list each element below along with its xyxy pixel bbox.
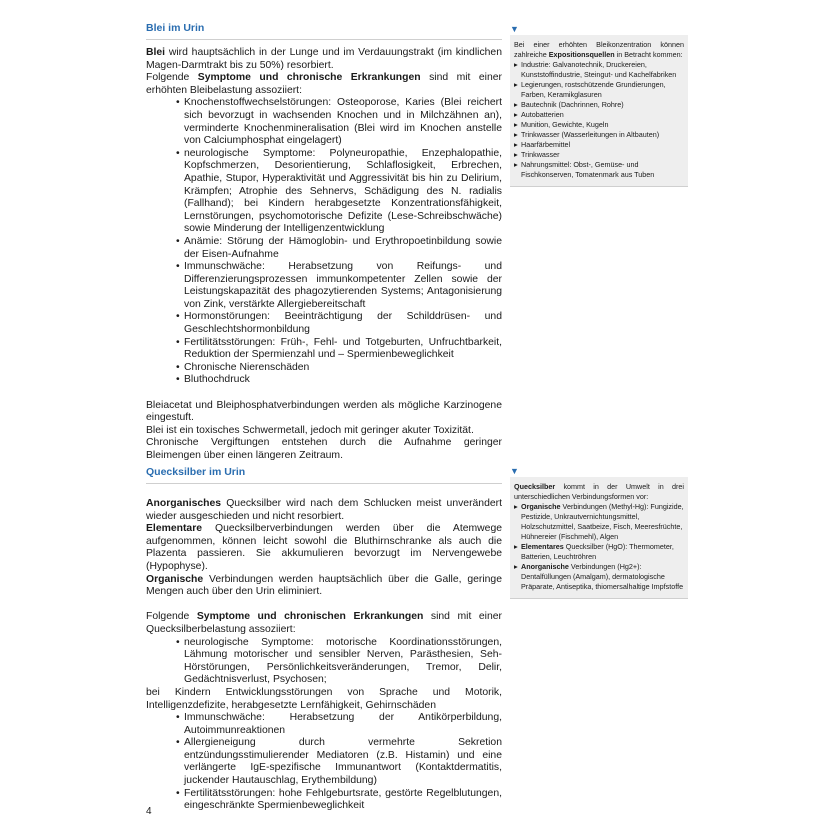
hg-paragraph-elemental: [146, 523, 502, 573]
blei-outro-3: Chronische Vergiftungen entstehen durch die Aufnahme geringer Bleimengen über einen längeren Zeitraum.: [146, 437, 502, 461]
list-item: • neurologische Symptome: motorische Koordinationsstörungen, Lähmung motorischer und sensibler Nerven, Parästhesien, Seh-Hörstörungen, Persönlichkeitsveränderungen, Tremor, Delir, Gedächtnisverlust, Psychosen;: [176, 637, 502, 687]
hg-sidebar-intro: [514, 482, 684, 502]
list-item: • Knochenstoffwechselstörungen: Osteoporose, Karies (Blei reichert sich bevorzugt in wachsenden Knochen und in Milchzähnen an), verminderte Knochenmineralisation (Blei wird im Knochen anstelle von Calciumphosphat eingelagert): [176, 97, 502, 147]
list-item: [514, 502, 684, 542]
hg-sidebar: [510, 466, 688, 599]
blei-sidebar-intro-post: in Betracht kommen:: [614, 50, 683, 59]
list-item: ▸ Legierungen, rostschützende Grundierungen, Farben, Keramikglasuren: [514, 80, 684, 100]
blei-intro-bold: Blei: [146, 47, 166, 58]
blei-intro-text: wird hauptsächlich in der Lunge und im Verdauungstrakt (im kindlichen Magen-Darmtrakt bis zu 50%) resorbiert.: [146, 47, 502, 71]
hg-forms-list: [514, 502, 684, 592]
hg-form-text: Verbindungen (Hg2+): Dentalfüllungen (Amalgam), dermatologische Präparate, Antiseptika, thiomersalhaltige Impfstoffe: [521, 562, 684, 591]
list-item: ▸ Trinkwasser (Wasserleitungen in Altbauten): [514, 130, 684, 140]
sidebar-marker-icon: ▼: [510, 466, 519, 476]
hg-paragraph-anorganic: [146, 498, 502, 523]
blei-sidebar: [510, 24, 688, 187]
hg-symptom-list-1: [146, 637, 502, 687]
hg-form-bold: Anorganische: [521, 562, 569, 571]
hg-form-bold: Organische: [521, 502, 561, 511]
list-item: [514, 542, 684, 562]
hg-form-text: Quecksilber (HgO): Thermometer, Batterien, Leuchtröhren: [521, 542, 674, 561]
blei-sidebar-intro-pre: Bei einer erhöhten Bleikonzentration können zahlreiche: [514, 40, 684, 59]
list-item: • Immunschwäche: Herabsetzung von Reifungs- und Differenzierungsprozessen immunkompetenter Zellen sowie der Leistungskapazität des phagozytierenden Systems; Antagonisierung von Zink, verstärkte Allergiebereitschaft: [176, 261, 502, 311]
blei-section: [146, 22, 502, 463]
hg-symptoms-intro-pre: Folgende: [146, 611, 197, 623]
hg-symptom-list-2: [146, 712, 502, 813]
blei-symptom-list: [146, 97, 502, 387]
hg-sidebar-intro-bold: Quecksilber: [514, 482, 556, 491]
hg-symptoms-intro: [146, 611, 502, 636]
hg-section-title: Quecksilber im Urin: [146, 466, 502, 484]
blei-sidebar-intro-bold: Expositionsquellen: [548, 50, 615, 59]
hg-paragraph-organic: [146, 574, 502, 599]
blei-symptoms-intro: [146, 72, 502, 97]
blei-sidebar-box: [510, 35, 688, 187]
list-item: • Immunschwäche: Herabsetzung der Antikörperbildung, Autoimmunreaktionen: [176, 712, 502, 737]
hg-sidebar-intro-post: kommt in der Umwelt in drei unterschiedlichen Verbindungsformen vor:: [514, 482, 684, 501]
hg-elemental-text: Quecksilberverbindungen werden über die Atemwege aufgenommen, können leicht sowohl die Bluthirnschranke als auch die Plazenta passieren. Sie akkumulieren bevorzugt im Nervengewebe (Hypophyse).: [146, 523, 502, 572]
hg-section: [146, 466, 502, 813]
list-item: • Chronische Nierenschäden: [176, 362, 502, 375]
hg-form-bold: Elementares: [521, 542, 564, 551]
list-item: ▸ Autobatterien: [514, 110, 684, 120]
blei-exposure-list: [514, 60, 684, 180]
blei-sidebar-intro: [514, 40, 684, 60]
list-item: ▸ Nahrungsmittel: Obst-, Gemüse- und Fischkonserven, Tomatenmark aus Tuben: [514, 160, 684, 180]
list-item: • Hormonstörungen: Beeinträchtigung der Schilddrüsen- und Geschlechtshormonbildung: [176, 311, 502, 336]
list-item: • Fertilitätsstörungen: hohe Fehlgeburtsrate, gestörte Regelblutungen, eingeschränkte Spermienbeweglichkeit: [176, 788, 502, 813]
blei-intro-paragraph: [146, 47, 502, 72]
blei-symptoms-intro-bold: Symptome und chronische Erkrankungen: [197, 72, 421, 84]
hg-organic-text: Verbindungen werden hauptsächlich über die Galle, geringe Mengen auch über den Urin eliminiert.: [146, 573, 502, 598]
blei-outro-1: Bleiacetat und Bleiphosphatverbindungen werden als mögliche Karzinogene eingestuft.: [146, 399, 502, 424]
list-item: • Bluthochdruck: [176, 374, 502, 387]
list-item: ▸ Industrie: Galvanotechnik, Druckereien, Kunststoffindustrie, Steingut- und Kachelfabriken: [514, 60, 684, 80]
hg-form-text: Verbindungen (Methyl-Hg): Fungizide, Pestizide, Unkrautvernichtungsmittel, Holzschutzmittel, Saatbeize, Fisch, Meeresfrüchte, Hühnereier (Fischmehl), Algen: [521, 502, 684, 541]
list-item: ▸ Trinkwasser: [514, 150, 684, 160]
hg-anorganic-text: Quecksilber wird nach dem Schlucken meist unverändert wieder ausgeschieden und nicht resorbiert.: [146, 498, 502, 522]
hg-symptoms-intro-bold: Symptome und chronischen Erkrankungen: [196, 611, 424, 623]
list-item: • Allergieneigung durch vermehrte Sekretion entzündungsstimulierender Mediatoren (z.B. Histamin) und eine verlängerte IgE-spezifische Immunantwort (Kontaktdermatitis, juckender Hautauschlag, Erythembildung): [176, 737, 502, 787]
list-item: ▸ Bautechnik (Dachrinnen, Rohre): [514, 100, 684, 110]
blei-section-title: Blei im Urin: [146, 22, 502, 40]
blei-outro-2: Blei ist ein toxisches Schwermetall, jedoch mit geringer akuter Toxizität.: [146, 424, 474, 436]
hg-anorganic-bold: Anorganisches: [146, 498, 222, 509]
hg-children-note: bei Kindern Entwicklungsstörungen von Sprache und Motorik, Intelligenzdefizite, herabgesetzte Lernfähigkeit, Gehirnschäden: [146, 686, 502, 711]
hg-sidebar-box: [510, 477, 688, 599]
page-number: 4: [146, 806, 152, 817]
list-item: • Anämie: Störung der Hämoglobin- und Erythropoetinbildung sowie der Eisen-Aufnahme: [176, 236, 502, 261]
hg-elemental-bold: Elementare: [146, 523, 203, 535]
list-item: • neurologische Symptome: Polyneuropathie, Enzephalopathie, Kopfschmerzen, Desorientierung, Schlaflosigkeit, Erbrechen, Apathie, Stupor, Hyperaktivität und Aggressivität bis hin zu Delirium, Krämpfen; Atrophie des Sehnervs, Schädigung des N. radialis (Fallhand); bei Kindern herabgesetzte Konzentrationsfähigkeit, Lernstörungen, psychomotorische Defizite (Lese-Schreibschwäche) sowie Minderung der Intelligenzentwicklung: [176, 148, 502, 236]
hg-organic-bold: Organische: [146, 573, 204, 585]
list-item: • Fertilitätsstörungen: Früh-, Fehl- und Totgeburten, Unfruchtbarkeit, Reduktion der Spermienzahl und – Spermienbeweglichkeit: [176, 337, 502, 362]
list-item: ▸ Munition, Gewichte, Kugeln: [514, 120, 684, 130]
list-item: ▸ Haarfärbemittel: [514, 140, 684, 150]
hg-symptoms-intro-post: sind mit einer Quecksilberbelastung assoziiert:: [146, 611, 502, 635]
blei-symptoms-intro-post: sind mit einer erhöhten Bleibelastung assoziiert:: [146, 72, 503, 96]
list-item: [514, 562, 684, 592]
blei-symptoms-intro-pre: Folgende: [146, 72, 198, 84]
sidebar-marker-icon: ▼: [510, 24, 519, 34]
